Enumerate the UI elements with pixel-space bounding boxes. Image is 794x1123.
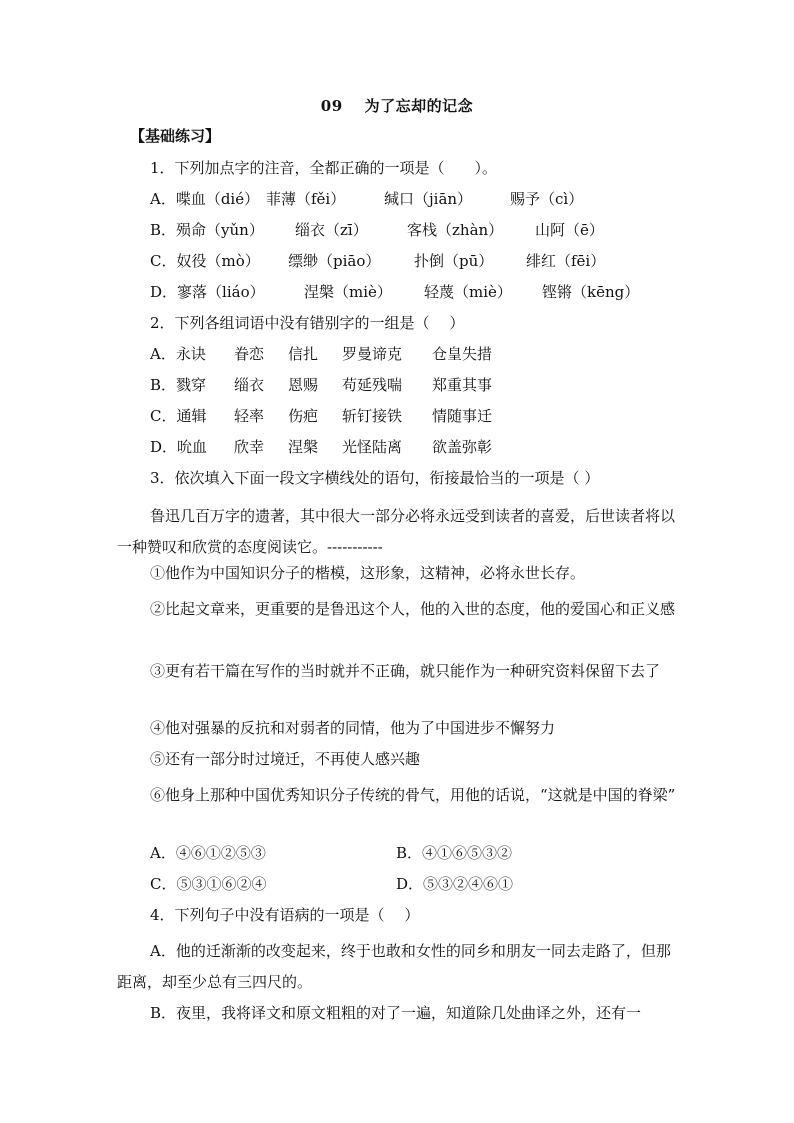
q3-sentence-2: ②比起文章来，更重要的是鲁迅这个人，他的入世的态度，他的爱国心和正义感 xyxy=(150,600,676,618)
question-4-stem: 4．下列句子中没有语病的一项是（ ） xyxy=(150,906,420,924)
q1-option-b: B．殒命（yǔn） 缁衣（zī） 客栈（zhàn） 山阿（ē） xyxy=(150,221,604,239)
q1-option-a: A．喋血（dié） 菲薄（fěi） 缄口（jiān） 赐予（cì） xyxy=(150,190,584,208)
q2-option-c: C．通辑 轻率 伤疤 斩钉接铁 情随事迁 xyxy=(150,407,493,425)
q3-option-d: D．⑤③②④⑥① xyxy=(396,875,514,893)
q3-passage: 鲁迅几百万字的遗著，其中很大一部分必将永远受到读者的喜爱，后世读者将以一种赞叹和欣赏的态度阅读它。----------- xyxy=(117,507,676,556)
q1-option-d: D．寥落（liáo） 涅槃（miè） 轻蔑（miè） 铿锵（kēng） xyxy=(150,283,640,301)
q2-option-a: A．永诀 眷恋 信扎 罗曼谛克 仓皇失措 xyxy=(150,345,493,363)
q3-sentence-6: ⑥他身上那种中国优秀知识分子传统的骨气，用他的话说，“这就是中国的脊梁” xyxy=(150,786,676,804)
question-2-stem: 2．下列各组词语中没有错别字的一组是（ ） xyxy=(150,314,465,332)
q4-option-a: A．他的迁渐渐的改变起来，终于也敢和女性的同乡和朋友一同去走路了，但那距离，却至少总有三四尺的。 xyxy=(117,942,671,991)
q2-option-d: D．吮血 欣幸 涅槃 光怪陆离 欲盖弥彰 xyxy=(150,438,493,456)
question-3-stem: 3．依次填入下面一段文字横线处的语句，衔接最恰当的一项是（ ） xyxy=(150,469,600,487)
q4-option-b: B．夜里，我将译文和原文粗粗的对了一遍，知道除几处曲译之外，还有一 xyxy=(150,1004,642,1022)
title-text: 为了忘却的记念 xyxy=(364,97,474,115)
title-number: 09 xyxy=(320,97,343,115)
q3-sentence-5: ⑤还有一部分时过境迁，不再使人感兴趣 xyxy=(150,750,421,768)
q3-option-a: A．④⑥①②⑤③ xyxy=(150,844,266,862)
page-title xyxy=(0,95,794,116)
section-heading: 【基础练习】 xyxy=(130,127,221,145)
q3-options-ab xyxy=(150,843,642,863)
q3-options-cd xyxy=(150,874,642,894)
q3-sentence-3: ③更有若干篇在写作的当时就并不正确，就只能作为一种研究资料保留下去了 xyxy=(150,662,661,680)
q3-sentence-1: ①他作为中国知识分子的楷模，这形象，这精神，必将永世长存。 xyxy=(150,564,586,582)
q3-option-c: C．⑤③①⑥②④ xyxy=(150,875,267,893)
q3-option-b: B．④①⑥⑤③② xyxy=(396,844,513,862)
q2-option-b: B．戮穿 缁衣 恩赐 苟延残喘 郑重其事 xyxy=(150,376,493,394)
q1-option-c: C．奴役（mò） 缥缈（piāo） 扑倒（pū） 绯红（fēi） xyxy=(150,252,606,270)
question-1-stem: 1．下列加点字的注音，全都正确的一项是（ ）。 xyxy=(150,159,498,177)
q3-sentence-4: ④他对强暴的反抗和对弱者的同情，他为了中国进步不懈努力 xyxy=(150,719,556,737)
